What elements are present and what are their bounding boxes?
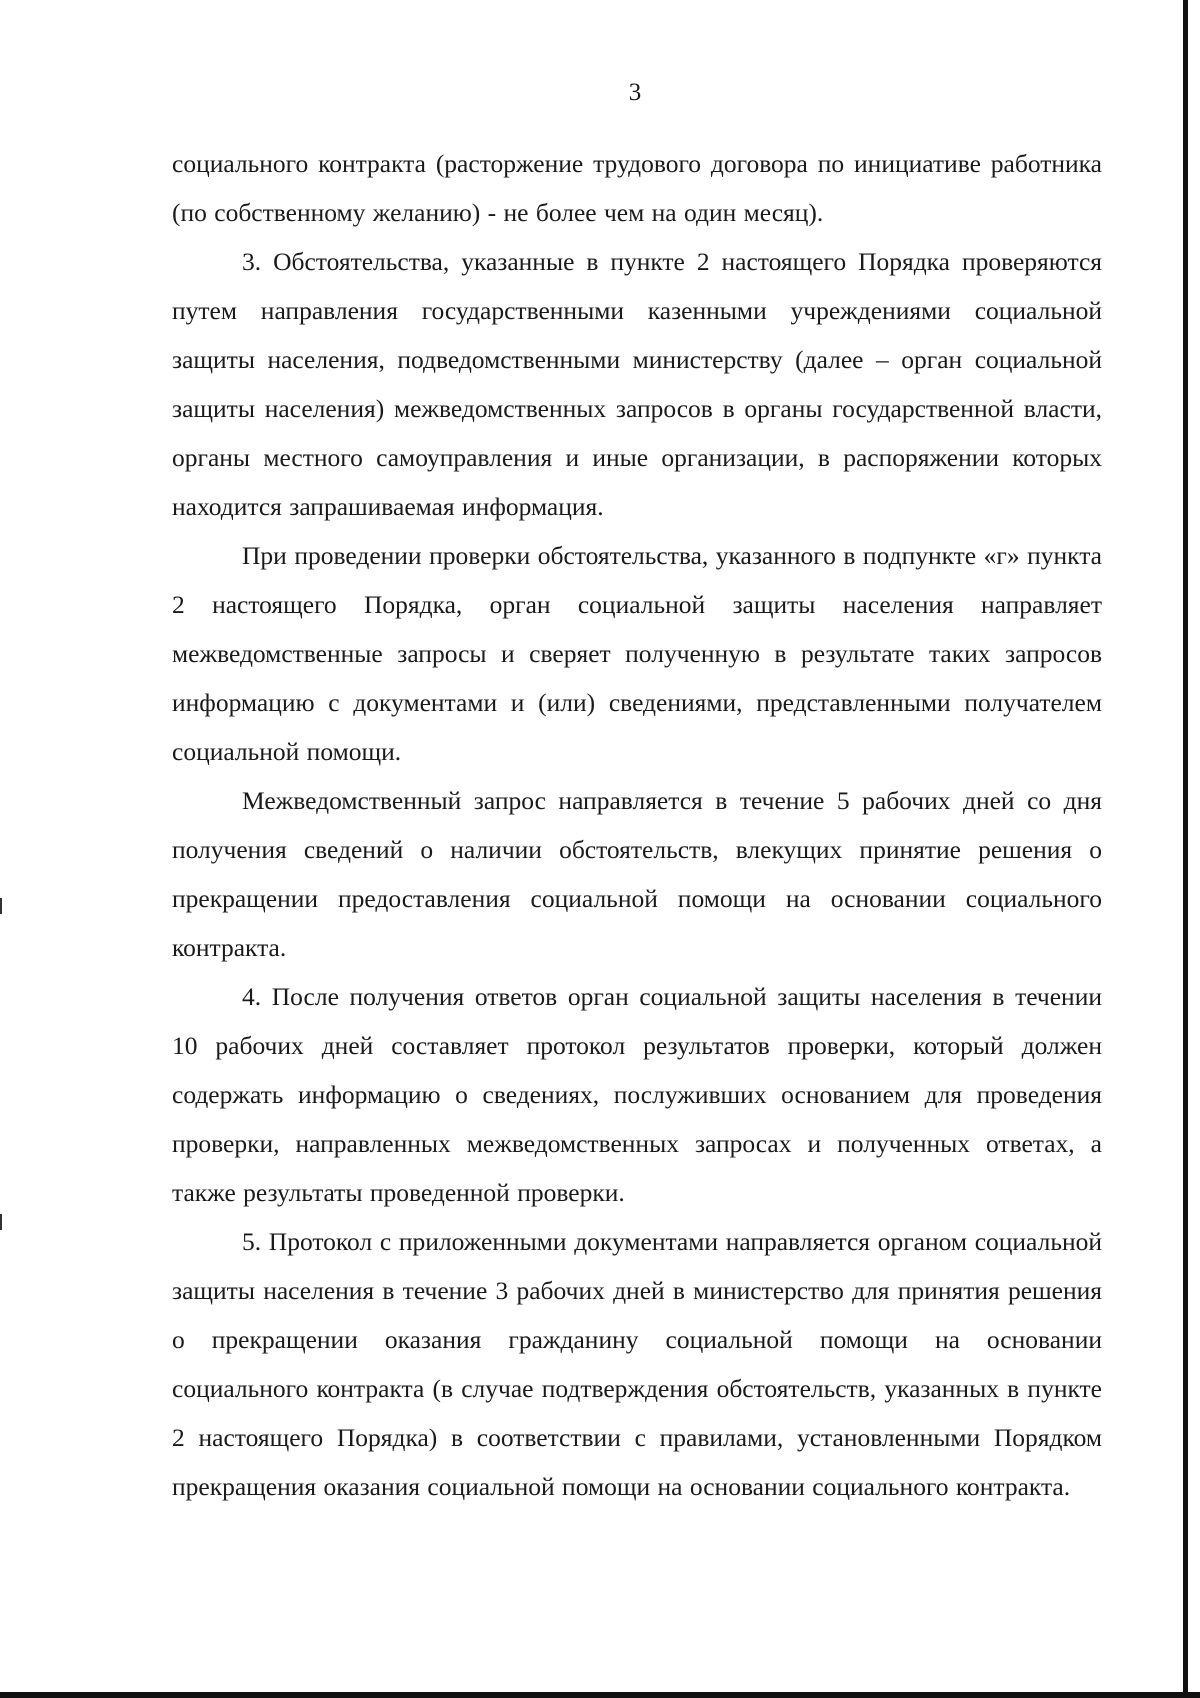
scan-edge-mark xyxy=(0,1214,2,1230)
paragraph-continuation: социального контракта (расторжение трудового договора по инициативе работника (по собственному желанию) - не более чем на один месяц). xyxy=(172,149,1102,227)
document-body xyxy=(172,139,1102,1511)
paragraph-item-5: 5. Протокол с приложенными документами направляется органом социальной защиты населения в течение 3 рабочих дней в министерство для принятия решения о прекращении оказания гражданину социальной помощи на основании социального контракта (в случае подтверждения обстоятельств, указанных в пункте 2 настоящего Порядка) в соответствии с правилами, установленными Порядком прекращения оказания социальной помощи на основании социального контракта. xyxy=(172,1227,1102,1501)
paragraph-verification: При проведении проверки обстоятельства, указанного в подпункте «г» пункта 2 настоящего Порядка, орган социальной защиты населения направляет межведомственные запросы и сверяет полученную в результате таких запросов информацию с документами и (или) сведениями, представленными получателем социальной помощи. xyxy=(172,541,1102,766)
page-number: 3 xyxy=(628,79,642,106)
paragraph-item-3: 3. Обстоятельства, указанные в пункте 2 настоящего Порядка проверяются путем направления государственными казенными учреждениями социальной защиты населения, подведомственными министерству (далее – орган социальной защиты населения) межведомственных запросов в органы государственной власти, органы местного самоуправления и иные организации, в распоряжении которых находится запрашиваемая информация. xyxy=(172,247,1102,521)
scan-right-border xyxy=(1183,0,1188,1698)
scan-bottom-border xyxy=(0,1692,1200,1698)
scan-edge-mark xyxy=(0,898,2,914)
paragraph-interagency-request: Межведомственный запрос направляется в течение 5 рабочих дней со дня получения сведений о наличии обстоятельств, влекущих принятие решения о прекращении предоставления социальной помощи на основании социального контракта. xyxy=(172,786,1102,962)
paragraph-item-4: 4. После получения ответов орган социальной защиты населения в течении 10 рабочих дней составляет протокол результатов проверки, который должен содержать информацию о сведениях, послуживших основанием для проведения проверки, направленных межведомственных запросах и полученных ответах, а также результаты проведенной проверки. xyxy=(172,982,1102,1207)
